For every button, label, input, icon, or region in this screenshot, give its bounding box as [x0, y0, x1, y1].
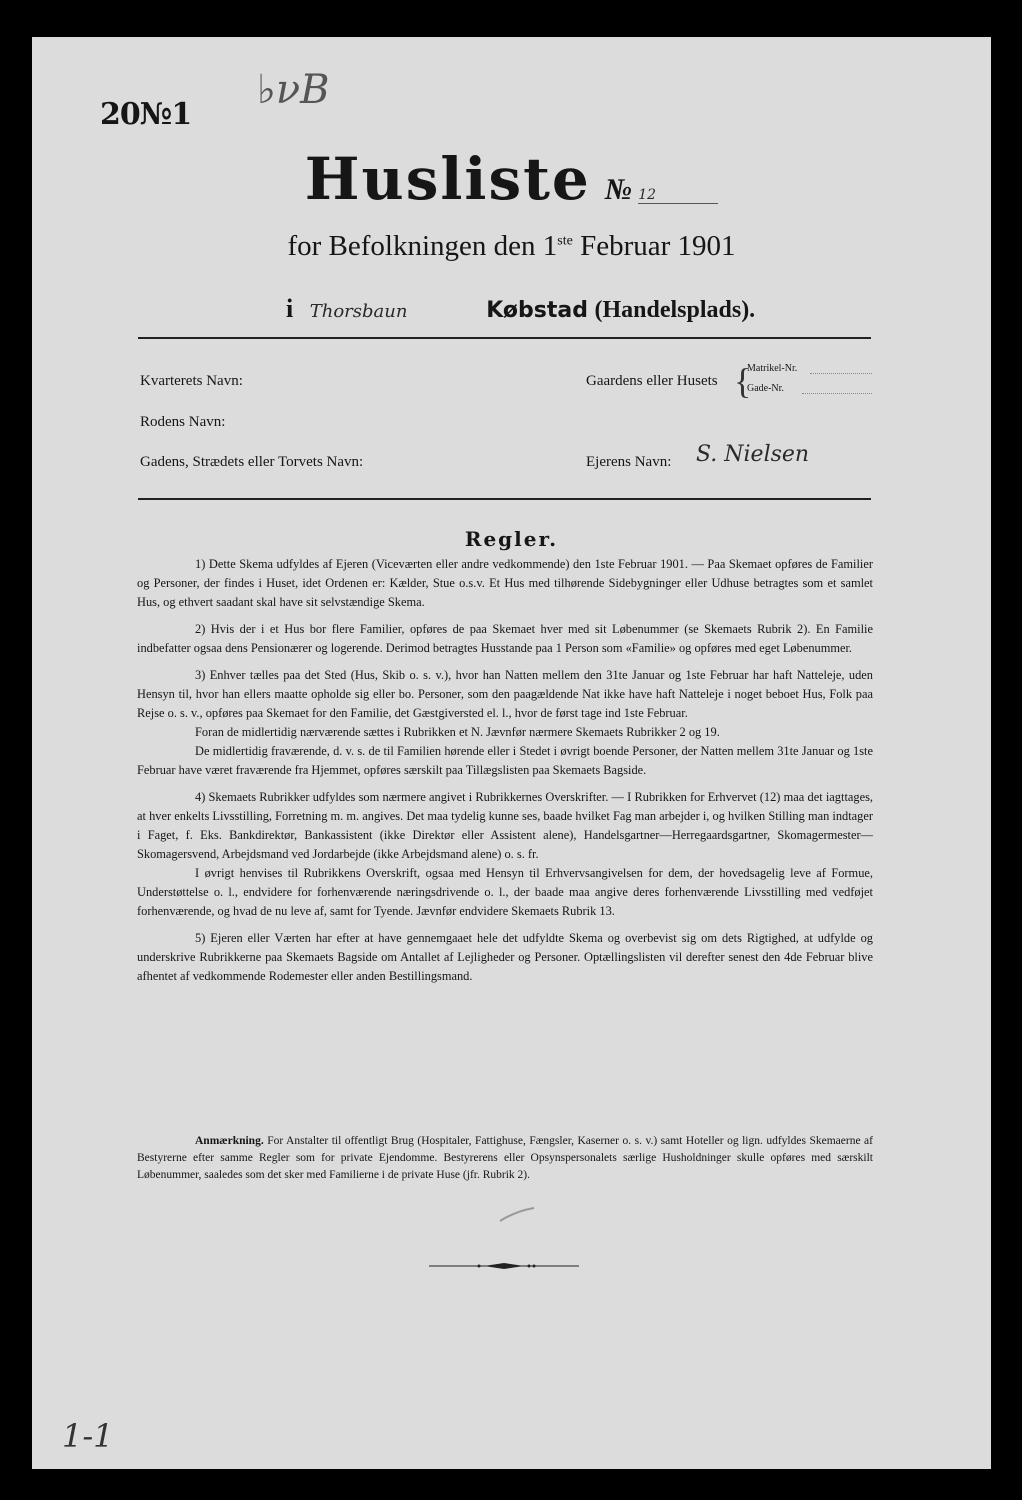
- form-title: Husliste: [304, 145, 591, 213]
- matrikel-line: [810, 373, 872, 374]
- place-row: [286, 294, 755, 324]
- note-text: For Anstalter til offentligt Brug (Hospitaler, Fattighuse, Fængsler, Kaserner o. s. v.) samt Hoteller og lign. udfyldes Skemaerne af Bestyrerne efter samme Regler som for private Ejendomme. Bestyrerens eller Opsynspersonalets særlige Husholdninger skulle opføres med særskilt Løbenummer, saaledes som det sker med Familierne i de private Huse (jfr. Rubrik 2).: [137, 1135, 873, 1181]
- field-gadenr-label: Gade-Nr.: [747, 383, 784, 394]
- brace-icon: {: [734, 361, 752, 401]
- annotation-note: [137, 1133, 873, 1184]
- rule-3-note-b: De midlertidig fraværende, d. v. s. de til Familien hørende eller i Stedet i øvrigt boende Personer, der Natten mellem 31te Januar og 1ste Februar have været fraværende fra Hjemmet, opføres særskilt paa Tillægslisten paa Skemaets Bagside.: [137, 744, 873, 777]
- subtitle-before: for Befolkningen den 1: [287, 230, 558, 262]
- rules-heading: Regler.: [464, 527, 559, 551]
- rule-2: 2) Hvis der i et Hus bor flere Familier, opføres de paa Skemaet hver med sit Løbenummer (se Skemaets Rubrik 2). En Familie indbefatter ogsaa dens Pensionærer og logerende. Derimod betragtes Husstande paa 1 Person som «Familie» og opføres med eget Løbenummer.: [137, 622, 873, 655]
- field-kvarter-label: Kvarterets Navn:: [140, 373, 243, 389]
- pencil-stroke-mark: [498, 1205, 538, 1225]
- number-label: №: [604, 173, 633, 206]
- rule-3-note-a: Foran de midlertidig nærværende sættes i Rubrikken et N. Jævnfør nærmere Skemaets Rubrikker 2 og 19.: [195, 725, 720, 739]
- field-gaard-label: Gaardens eller Husets: [586, 373, 718, 389]
- bottom-handwritten-mark: 1-1: [62, 1417, 114, 1455]
- number-value: [638, 187, 718, 204]
- census-form-sheet: [32, 37, 991, 1469]
- subtitle-sup: ste: [557, 233, 573, 249]
- pencil-annotation: ♭νΒ: [257, 67, 330, 113]
- place-prefix: i: [286, 294, 294, 323]
- field-ejer-label: Ejerens Navn:: [586, 454, 672, 470]
- form-subtitle: [32, 230, 991, 263]
- rule-4: 4) Skemaets Rubrikker udfyldes som nærmere angivet i Rubrikkernes Overskrifter. — I Rubrikken for Erhvervet (12) maa det iagttages, at hver enkelts Livsstilling, Forretning m. m. angives. Det maa tydelig kunne ses, baade hvilket Fag man arbejder i, og hvilken Stilling man indtager i Faget, f. Eks. Bankdirektør, Bankassistent (ikke Direktør eller Assistent alene), Handelsgartner—Herregaardsgartner, Skomagermester—Skomagersvend, Arbejdsmand ved Jordarbejde (ikke Arbejdsmand alene) o. s. fr.: [137, 790, 873, 861]
- rule-1: 1) Dette Skema udfyldes af Ejeren (Viceværten eller andre vedkommende) den 1ste Februar 1901. — Paa Skemaet opføres de Familier og Personer, der findes i Huset, idet Ordenen er: Kælder, Stue o.s.v. Et Hus med tilhørende Sidebygninger eller Udhuse betragtes som et samlet Hus, og ethvert saadant skal have sit selvstændige Skema.: [137, 557, 873, 609]
- rule-5: 5) Ejeren eller Værten har efter at have gennemgaaet hele det udfyldte Skema og overbevist sig om dets Rigtighed, at udfylde og underskrive Rubrikkerne paa Skemaets Bagside om Antallet af Lejligheder og Personer. Optællingslisten vil derefter senest den 4de Februar blive afhentet af vedkommende Rodemester eller anden Bestillingsmand.: [137, 931, 873, 983]
- gadenr-line: [802, 393, 872, 394]
- field-ejer-value: S. Nielsen: [696, 442, 810, 467]
- field-matrikel-label: Matrikel-Nr.: [747, 363, 798, 374]
- place-handelsplads: (Handelsplads).: [594, 297, 756, 323]
- divider-bottom: [138, 498, 871, 500]
- number-value-text: 12: [638, 187, 657, 203]
- field-roden-label: Rodens Navn:: [140, 414, 226, 430]
- note-label: Anmærkning.: [195, 1135, 264, 1147]
- rule-4-note: I øvrigt henvises til Rubrikkens Overskrift, ogsaa med Hensyn til Erhvervsangivelsen for dem, der hovedsagelig leve af Formue, Understøttelse o. l., endvidere for forhenværende næringsdrivende o. l., der baade maa angive deres forhenværende Livsstilling med vedføjet forhenværende, og hvad de nu leve af, samt for Tyende. Jævnfør endvidere Skemaets Rubrik 13.: [137, 866, 873, 918]
- rule-3: 3) Enhver tælles paa det Sted (Hus, Skib o. s. v.), hvor han Natten mellem den 31te Januar og 1ste Februar har haft Natteleje, uden Hensyn til, hvor han ellers maatte opholde sig eller bo. Personer, som den paagældende Nat ikke have haft Natteleje i noget beboet Hus, Folk paa Rejse o. s. v., opføres paa Skemaet for den Familie, det Gæstgiversted el. l., hvor de først tage ind 1ste Februar.: [137, 668, 873, 720]
- place-kobstad: Købstad: [486, 298, 588, 323]
- field-gade-label: Gadens, Strædets eller Torvets Navn:: [140, 454, 364, 470]
- subtitle-after: Februar 1901: [572, 230, 736, 262]
- divider-top: [138, 337, 871, 339]
- place-handwritten: Thorsbaun: [309, 301, 408, 322]
- title-row: [32, 145, 991, 213]
- stamped-number: 20№1: [100, 97, 192, 132]
- ornament-divider: [429, 1260, 579, 1272]
- rules-list: [137, 555, 873, 994]
